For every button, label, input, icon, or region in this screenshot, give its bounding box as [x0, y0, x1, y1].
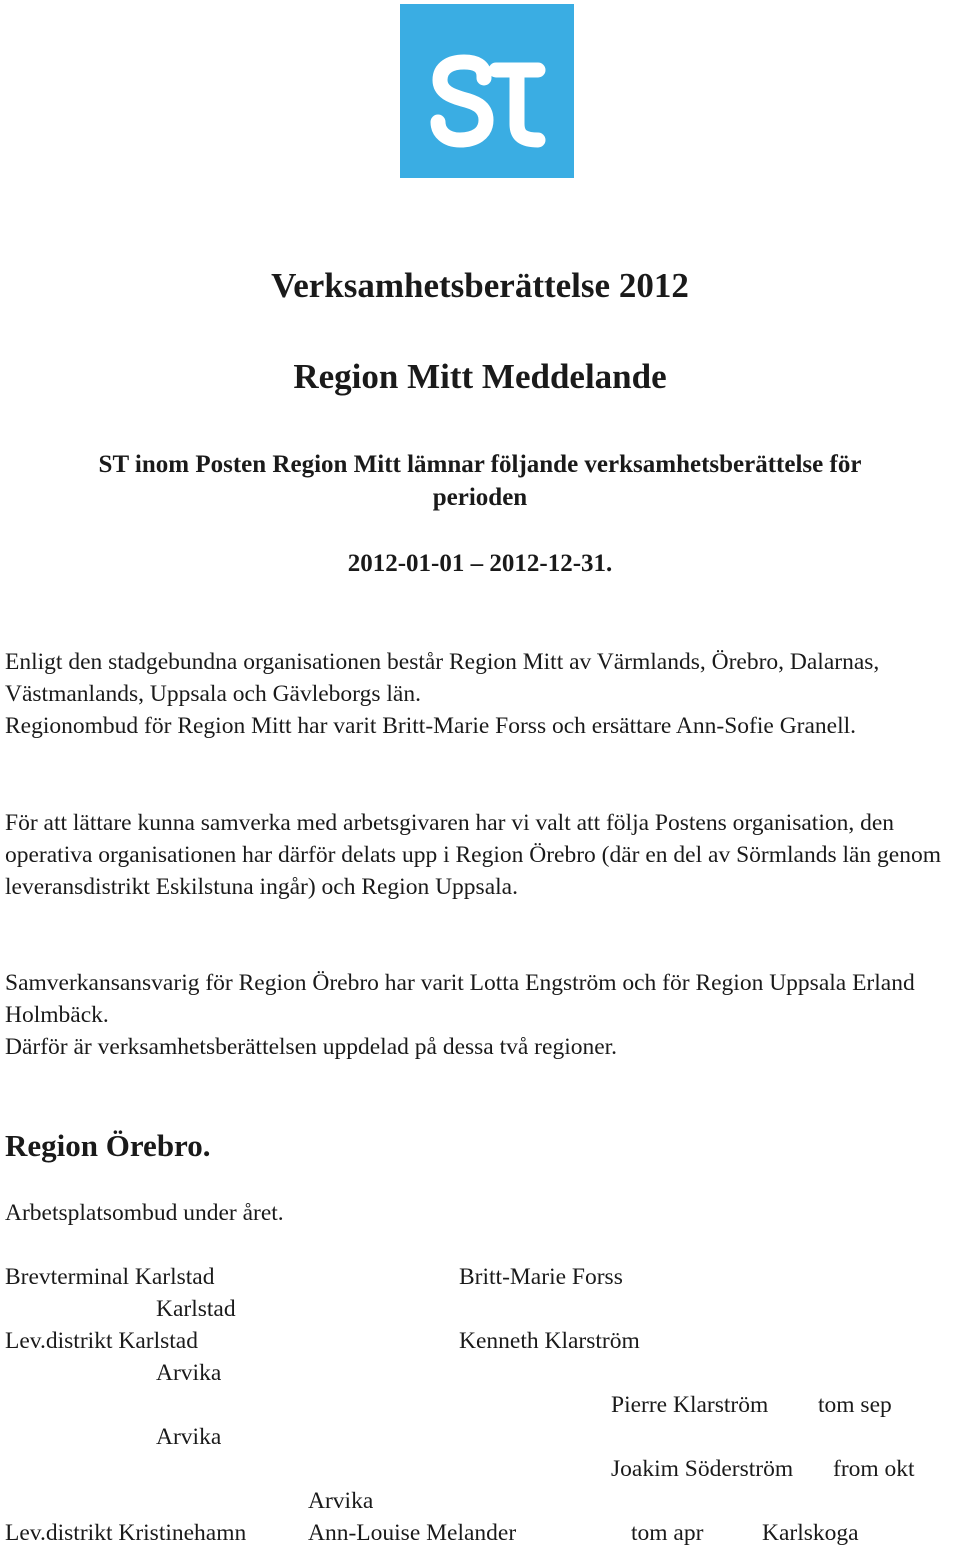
paragraph-cooperation: Samverkansansvarig för Region Örebro har varit Lotta Engström och för Region Uppsala Erland Holmbäck.	[5, 970, 915, 1028]
period-note: tom apr	[631, 1520, 704, 1546]
document-title: Verksamhetsberättelse 2012	[271, 266, 689, 305]
workplace-name: Brevterminal Karlstad	[5, 1264, 215, 1290]
st-logo-mark	[400, 4, 574, 178]
city-name: Arvika	[156, 1424, 222, 1450]
representative-name: Ann-Louise Melander	[308, 1520, 517, 1546]
workplace-name: Lev.distrikt Kristinehamn	[5, 1520, 247, 1546]
representative-name: Britt-Marie Forss	[459, 1264, 623, 1290]
city-name: Arvika	[308, 1488, 374, 1514]
representative-name: Kenneth Klarström	[459, 1328, 640, 1354]
workplace-name: Lev.distrikt Karlstad	[5, 1328, 198, 1354]
paragraph-region-composition: Enligt den stadgebundna organisationen består Region Mitt av Värmlands, Örebro, Dalarnas, Västmanlands, Uppsala och Gävleborgs län.	[5, 649, 880, 707]
period-dates: 2012-01-01 – 2012-12-31.	[347, 550, 613, 577]
workplace-reps-subheading: Arbetsplatsombud under året.	[5, 1200, 284, 1226]
period-note: tom sep	[818, 1392, 892, 1418]
period-note: from okt	[833, 1456, 915, 1482]
intro-line-1: ST inom Posten Region Mitt lämnar följande verksamhetsberättelse för	[98, 451, 862, 478]
paragraph-organisation: För att lättare kunna samverka med arbetsgivaren har vi valt att följa Postens organisation, den operativa organisationen har därför delats upp i Region Örebro (där en del av Sörmlands län genom leveransdistrikt Eskilstuna ingår) och Region Uppsala.	[5, 810, 942, 900]
st-logo	[400, 4, 574, 178]
city-name: Arvika	[156, 1360, 222, 1386]
region-orebro-heading: Region Örebro.	[5, 1128, 211, 1163]
paragraph-split: Därför är verksamhetsberättelsen uppdelad på dessa två regioner.	[5, 1034, 618, 1060]
document-subtitle: Region Mitt Meddelande	[293, 357, 667, 396]
intro-line-2: perioden	[432, 484, 528, 511]
paragraph-region-representative: Regionombud för Region Mitt har varit Britt-Marie Forss och ersättare Ann-Sofie Granell.	[5, 713, 857, 739]
representative-name: Joakim Söderström	[611, 1456, 794, 1482]
city-name: Karlstad	[156, 1296, 236, 1322]
city-name: Karlskoga	[762, 1520, 859, 1546]
representative-name: Pierre Klarström	[611, 1392, 769, 1418]
